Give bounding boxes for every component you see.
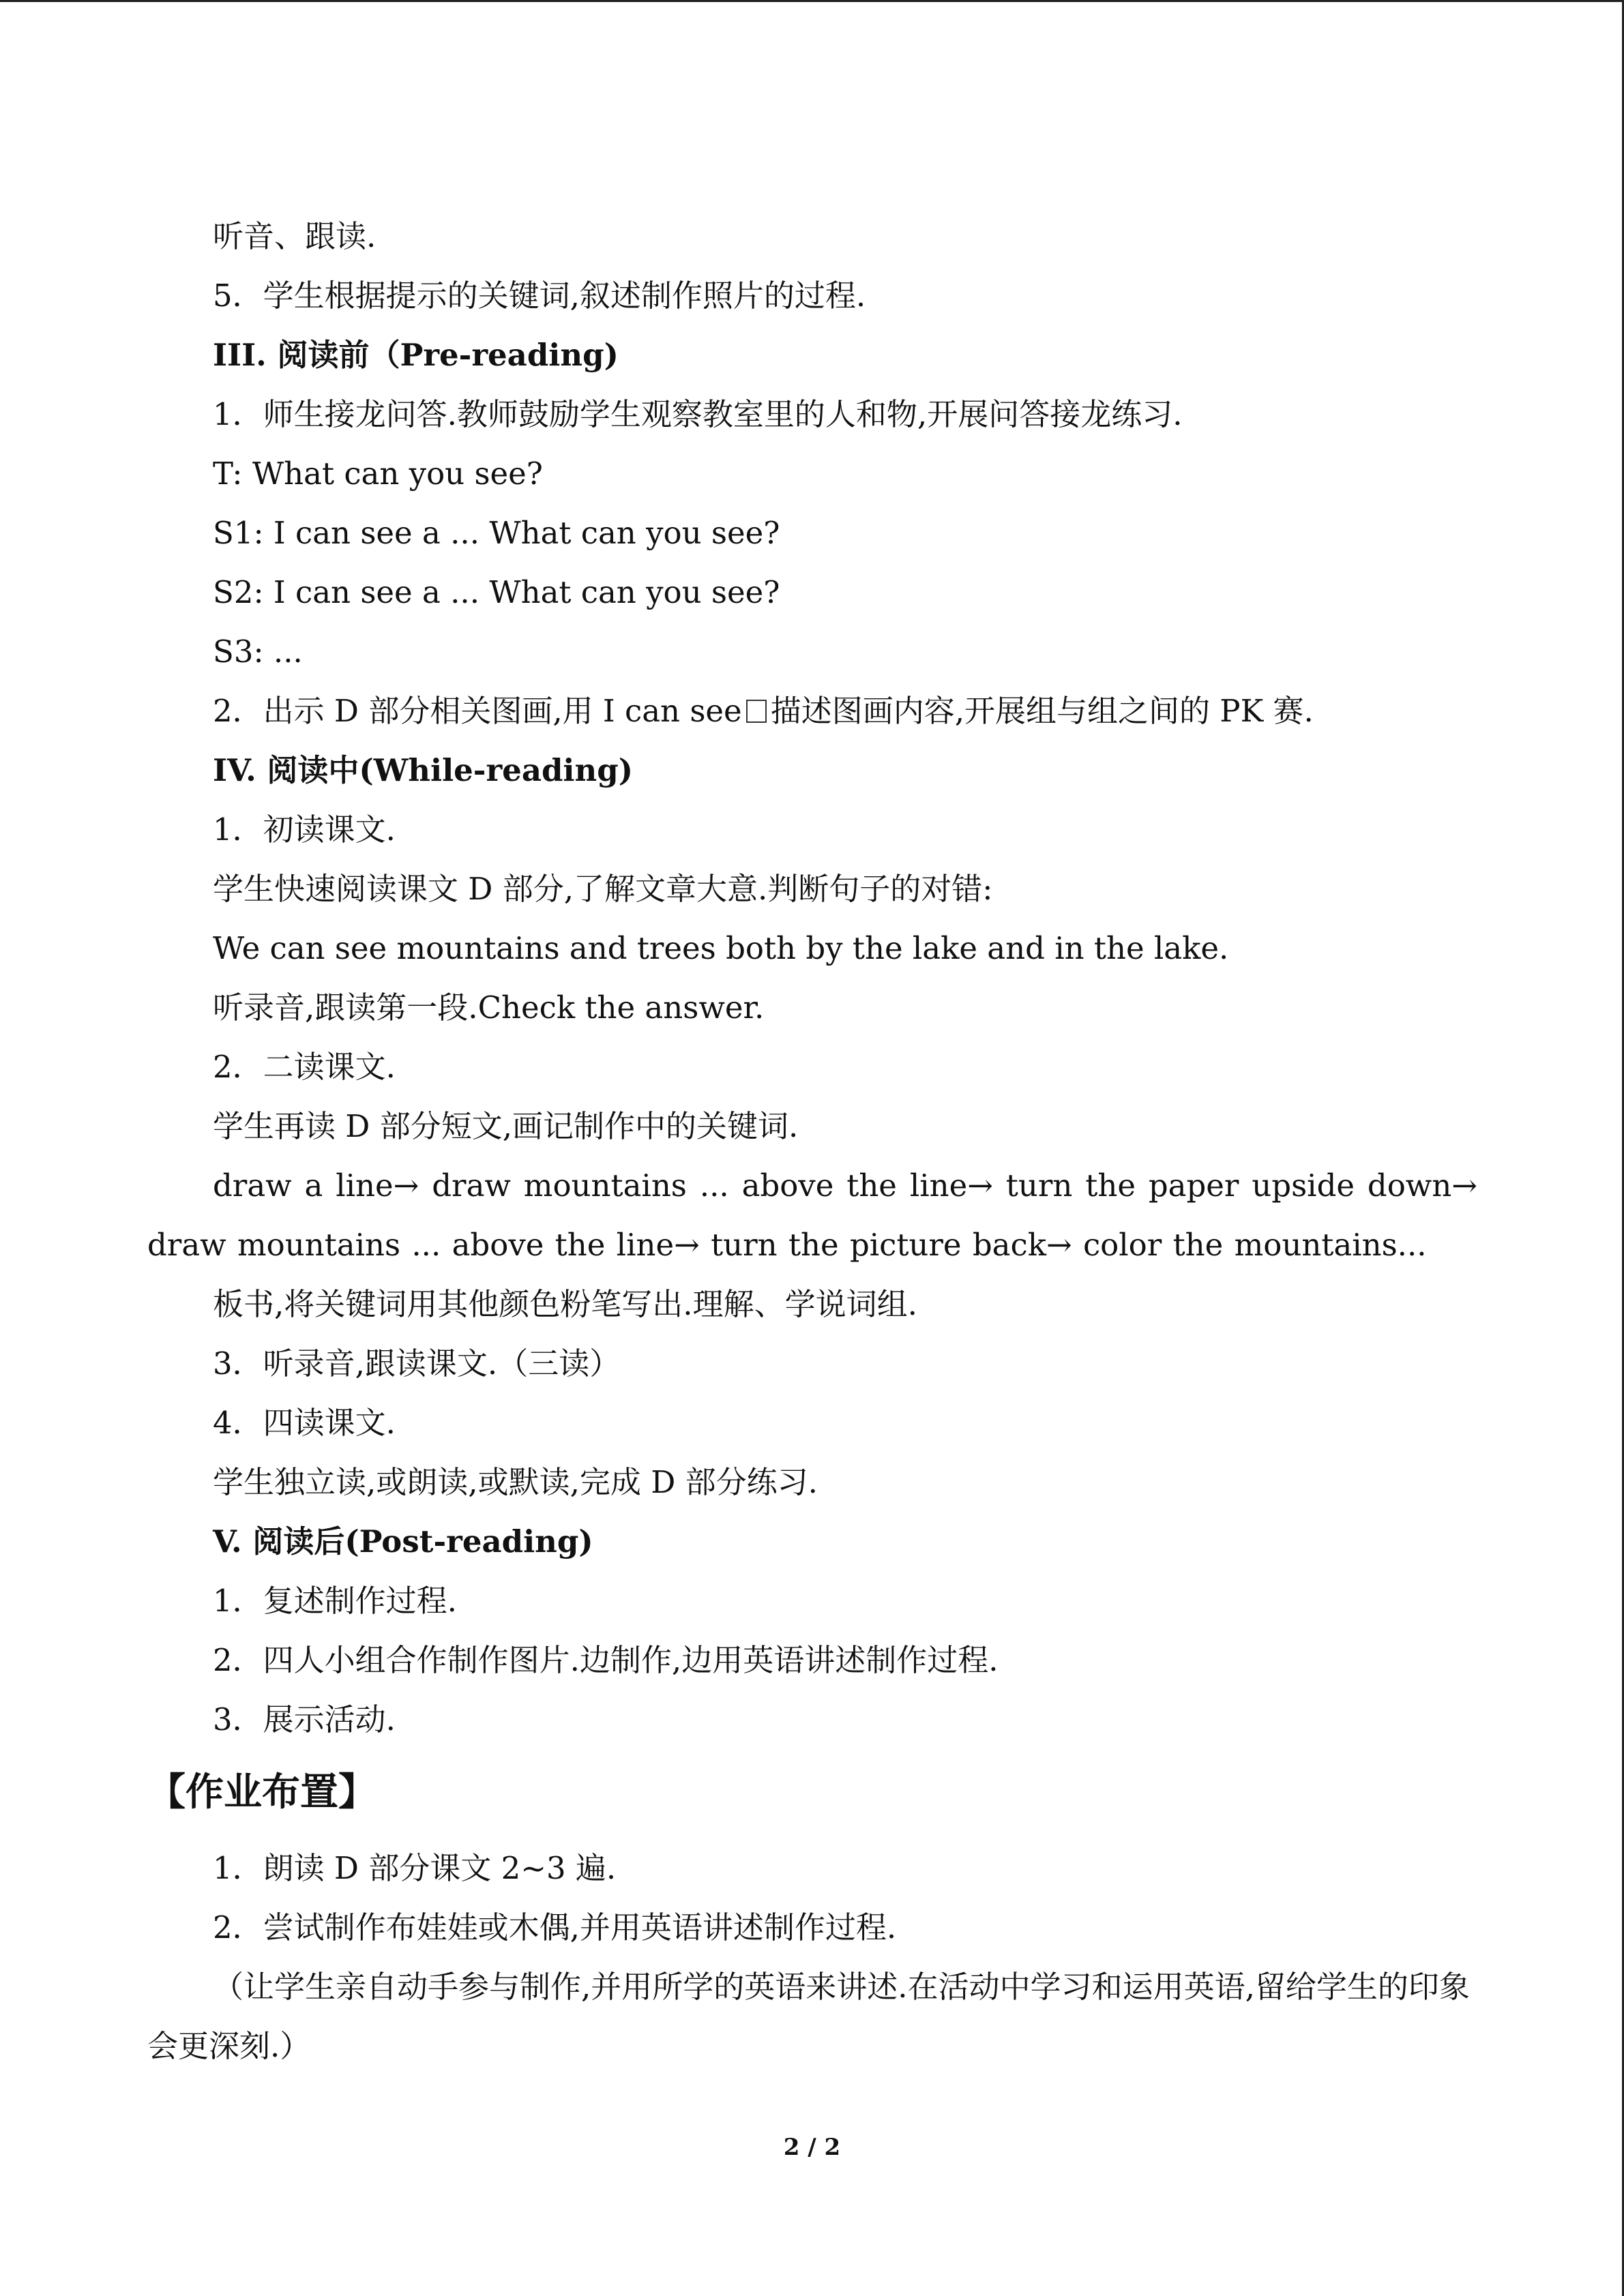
text-line: 听音、跟读. — [213, 218, 377, 254]
section-heading: V. 阅读后(Post-reading) — [213, 1523, 593, 1560]
text-line: 4．四读课文. — [213, 1405, 396, 1441]
text-line: 学生快速阅读课文 D 部分,了解文章大意.判断句子的对错: — [213, 871, 993, 907]
text-fragment: 描述图画内容,开展组与组之间的 PK 赛. — [770, 693, 1314, 729]
text-line: 学生再读 D 部分短文,画记制作中的关键词. — [213, 1108, 799, 1144]
text-line: 听录音,跟读第一段.Check the answer. — [213, 989, 765, 1026]
homework-title: 【作业布置】 — [147, 1770, 377, 1815]
text-line: 3．听录音,跟读课文.（三读） — [213, 1345, 621, 1382]
text-line: 板书,将关键词用其他颜色粉笔写出.理解、学说词组. — [213, 1286, 917, 1322]
text-line: 学生独立读,或朗读,或默读,完成 D 部分练习. — [213, 1464, 818, 1500]
text-line: T: What can you see? — [213, 456, 543, 492]
text-line: 1．初读课文. — [213, 811, 396, 848]
text-line: S1: I can see a ... What can you see? — [213, 515, 780, 551]
page-number: 2 / 2 — [783, 2134, 841, 2161]
text-line: 2．四人小组合作制作图片.边制作,边用英语讲述制作过程. — [213, 1642, 999, 1678]
document-body — [147, 207, 1477, 2076]
text-line: 2．尝试制作布娃娃或木偶,并用英语讲述制作过程. — [213, 1909, 897, 1945]
placeholder-box-icon — [746, 700, 767, 723]
text-line: S2: I can see a ... What can you see? — [213, 574, 780, 610]
text-line: We can see mountains and trees both by the lake and in the lake. — [213, 930, 1229, 966]
text-line: 1．师生接龙问答.教师鼓励学生观察教室里的人和物,开展问答接龙练习. — [213, 396, 1183, 432]
text-line: 1．朗读 D 部分课文 2~3 遍. — [213, 1850, 617, 1886]
section-heading: III. 阅读前（Pre-reading) — [213, 337, 619, 373]
text-line: 5．学生根据提示的关键词,叙述制作照片的过程. — [213, 278, 866, 314]
section-heading: IV. 阅读中(While-reading) — [213, 752, 634, 788]
text-line: 3．展示活动. — [213, 1701, 396, 1738]
text-paragraph: （让学生亲自动手参与制作,并用所学的英语来讲述.在活动中学习和运用英语,留给学生的印象会更深刻.） — [147, 1969, 1470, 2064]
text-line — [147, 681, 1477, 741]
text-paragraph: draw a line→ draw mountains ... above the line→ turn the paper upside down→ draw mountains ... above the line→ turn the picture back→ color the mountains... — [147, 1167, 1477, 1263]
text-line: 1．复述制作过程. — [213, 1583, 457, 1619]
text-line: 2．二读课文. — [213, 1049, 396, 1085]
text-fragment: 2．出示 D 部分相关图画,用 I can see — [213, 693, 742, 729]
text-line: S3: ... — [213, 633, 303, 670]
